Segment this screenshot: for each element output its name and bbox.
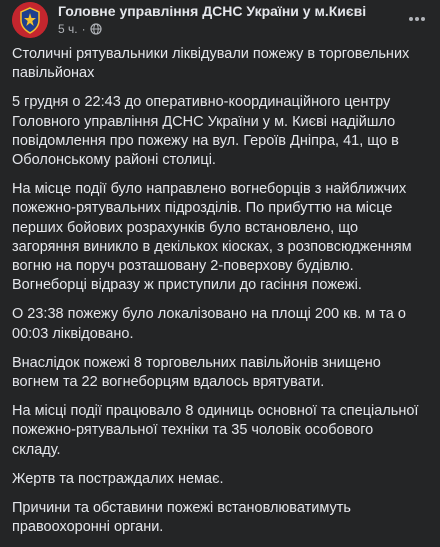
dsns-emblem-icon [12, 2, 48, 38]
post-paragraph: 5 грудня о 22:43 до оперативно-координаційного центру Головного управління ДСНС України у м. Києві надійшло повідомлення про пожежу на вул. Героїв Дніпра, 41, що в Оболонському районі столиці. [12, 94, 399, 169]
post-paragraph: О 23:38 пожежу було локалізовано на площі 200 кв. м та о 00:03 ліквідовано. [12, 306, 406, 342]
post-meta [58, 22, 102, 36]
post-body [12, 45, 422, 547]
post-paragraph-title: Столичні рятувальники ліквідували пожежу в торговельних павільйонах [12, 46, 410, 82]
post-paragraph: На місці події працювало 8 одиниць основної та спеціальної пожежно-рятувальної техніки та 35 чоловік особового складу. [12, 403, 419, 458]
more-options-icon[interactable] [406, 8, 428, 30]
globe-icon[interactable] [90, 23, 102, 35]
avatar[interactable] [12, 2, 48, 38]
post-paragraph: На місце події було направлено вогнеборців з найближчих пожежно-рятувальних підрозділів. По прибуттю на місце перших бойових розрахунків було встановлено, що загоряння виникло в декількох кіосках, з розповсюдженням вогню на поруч розташовану 2-поверхову будівлю. Вогнеборці відразу ж приступили до гасіння пожежі. [12, 181, 412, 294]
post-paragraph: Жертв та постраждалих немає. [12, 470, 224, 487]
post-paragraph: Внаслідок пожежі 8 торговельних павільйонів знищено вогнем та 22 вогнеборцям вдалось врятувати. [12, 354, 381, 391]
post-paragraph: Причини та обставини пожежі встановлюватимуть правоохоронні органи. [12, 500, 351, 536]
post-author[interactable]: Головне управління ДСНС України у м.Києві [58, 3, 367, 19]
meta-separator: · [81, 22, 86, 36]
post-time[interactable]: 5 ч. [58, 22, 78, 36]
post-header [0, 0, 440, 44]
